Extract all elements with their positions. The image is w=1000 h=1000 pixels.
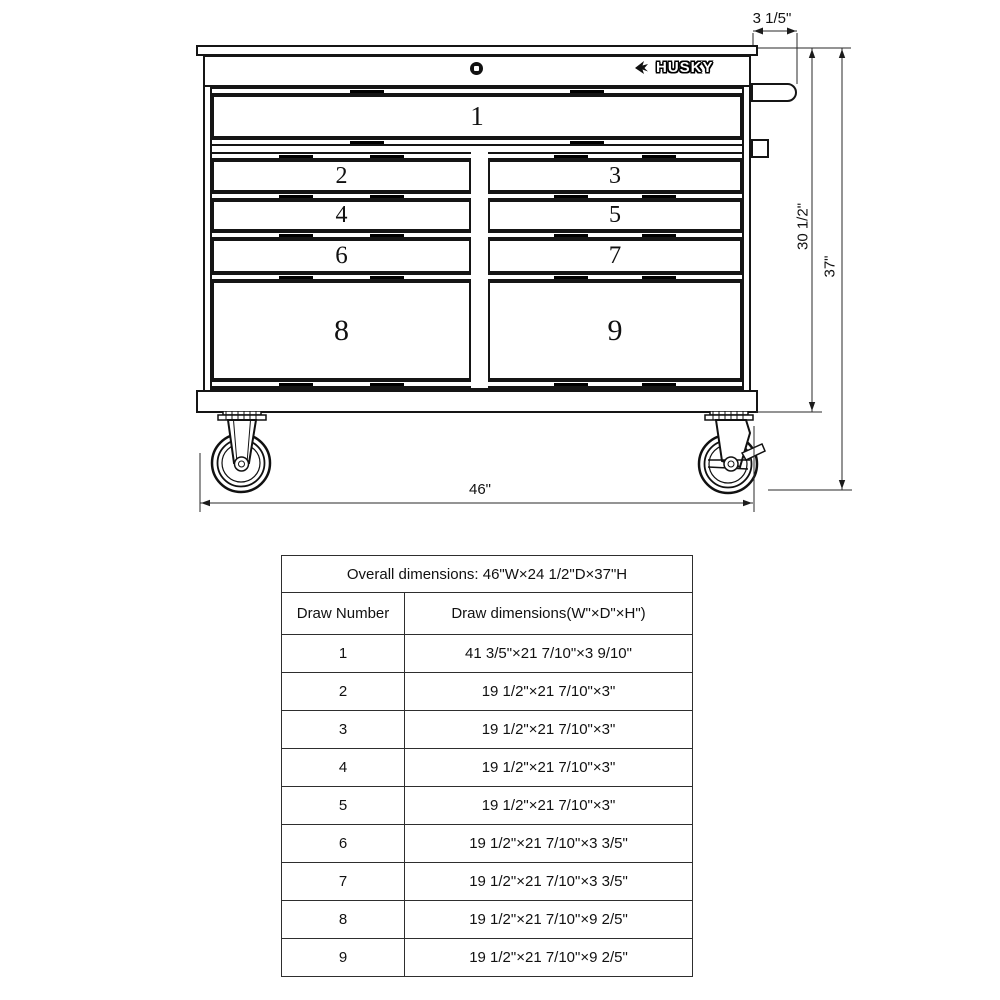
- drawer-3-label: 3: [609, 162, 621, 189]
- brand-name: HUSKY: [656, 58, 714, 76]
- table-row: [282, 787, 693, 825]
- drawer-slide-rail: [212, 192, 471, 200]
- cell-draw-number: 2: [282, 673, 405, 711]
- drawer-8: [212, 281, 471, 380]
- drawer-slide-rail: [212, 380, 471, 388]
- cell-draw-dimensions: 19 1/2"×21 7/10"×3": [405, 787, 693, 825]
- overall-dimensions-row: [282, 556, 693, 593]
- cell-draw-dimensions: 19 1/2"×21 7/10"×3": [405, 749, 693, 787]
- cell-draw-number: 7: [282, 863, 405, 901]
- drawer-3: [488, 160, 742, 192]
- cell-draw-dimensions: 19 1/2"×21 7/10"×9 2/5": [405, 939, 693, 977]
- drawer-columns: [212, 152, 742, 388]
- drawer-2: [212, 160, 471, 192]
- table-row: [282, 939, 693, 977]
- cell-draw-dimensions: 19 1/2"×21 7/10"×9 2/5": [405, 901, 693, 939]
- cell-draw-dimensions: 41 3/5"×21 7/10"×3 9/10": [405, 635, 693, 673]
- table-row: [282, 863, 693, 901]
- table-header-row: [282, 593, 693, 635]
- drawer-slide-rail: [212, 231, 471, 239]
- keylock-icon: [470, 62, 483, 75]
- side-handle: [751, 83, 797, 102]
- drawer-4-label: 4: [335, 202, 348, 228]
- dimension-cabinet-height: 30 1/2": [794, 202, 812, 251]
- dimension-overall-height: 37": [821, 255, 839, 278]
- table-row: [282, 749, 693, 787]
- cell-draw-number: 4: [282, 749, 405, 787]
- drawer-slide-rail: [488, 380, 742, 388]
- drawer-1: [212, 95, 742, 138]
- cell-draw-number: 5: [282, 787, 405, 825]
- cell-draw-dimensions: 19 1/2"×21 7/10"×3 3/5": [405, 825, 693, 863]
- drawer-6: [212, 239, 471, 273]
- drawer-slide-rail: [212, 273, 471, 281]
- drawer-slide-rail: [212, 138, 742, 146]
- drawer-9: [488, 281, 742, 380]
- drawer-area: [210, 85, 744, 390]
- center-divider: [471, 152, 488, 388]
- left-caster-wheel: [204, 411, 280, 495]
- col-header-draw-dimensions: Draw dimensions(W"×D"×H"): [405, 593, 693, 635]
- side-knob: [751, 139, 769, 158]
- drawer-slide-rail: [488, 231, 742, 239]
- table-row: [282, 825, 693, 863]
- cell-draw-number: 3: [282, 711, 405, 749]
- cell-draw-dimensions: 19 1/2"×21 7/10"×3": [405, 711, 693, 749]
- cabinet-base: [196, 390, 758, 413]
- drawer-5-label: 5: [609, 202, 621, 228]
- drawer-7-label: 7: [608, 242, 622, 269]
- left-drawer-column: [212, 152, 471, 388]
- drawer-6-label: 6: [335, 242, 348, 269]
- drawer-slide-rail: [212, 87, 742, 95]
- table-row: [282, 635, 693, 673]
- right-drawer-column: [488, 152, 742, 388]
- drawer-1-label: 1: [470, 101, 484, 131]
- cell-draw-number: 1: [282, 635, 405, 673]
- col-header-draw-number: Draw Number: [282, 593, 405, 635]
- husky-arrow-icon: [634, 60, 654, 75]
- dimension-overall-width: 46": [468, 481, 491, 498]
- cell-draw-dimensions: 19 1/2"×21 7/10"×3": [405, 673, 693, 711]
- table-row: [282, 673, 693, 711]
- drawer-2-label: 2: [335, 162, 348, 189]
- drawer-7: [488, 239, 742, 273]
- drawer-slide-rail: [488, 192, 742, 200]
- drawer-5: [488, 200, 742, 231]
- cell-draw-number: 6: [282, 825, 405, 863]
- drawer-slide-rail: [212, 152, 471, 160]
- table-row: [282, 711, 693, 749]
- cell-draw-number: 9: [282, 939, 405, 977]
- husky-logo: [634, 57, 714, 77]
- drawer-4: [212, 200, 471, 231]
- cell-draw-dimensions: 19 1/2"×21 7/10"×3 3/5": [405, 863, 693, 901]
- drawer-slide-rail: [488, 273, 742, 281]
- cell-draw-number: 8: [282, 901, 405, 939]
- drawer-9-label: 9: [607, 313, 623, 347]
- spec-table: [281, 555, 693, 977]
- right-caster-wheel: [688, 411, 768, 495]
- overall-dimensions-text: Overall dimensions: 46"W×24 1/2"D×37"H: [282, 556, 693, 593]
- dimension-handle-depth: 3 1/5": [752, 10, 792, 27]
- drawer-slide-rail: [488, 152, 742, 160]
- drawer-8-label: 8: [334, 313, 349, 347]
- table-row: [282, 901, 693, 939]
